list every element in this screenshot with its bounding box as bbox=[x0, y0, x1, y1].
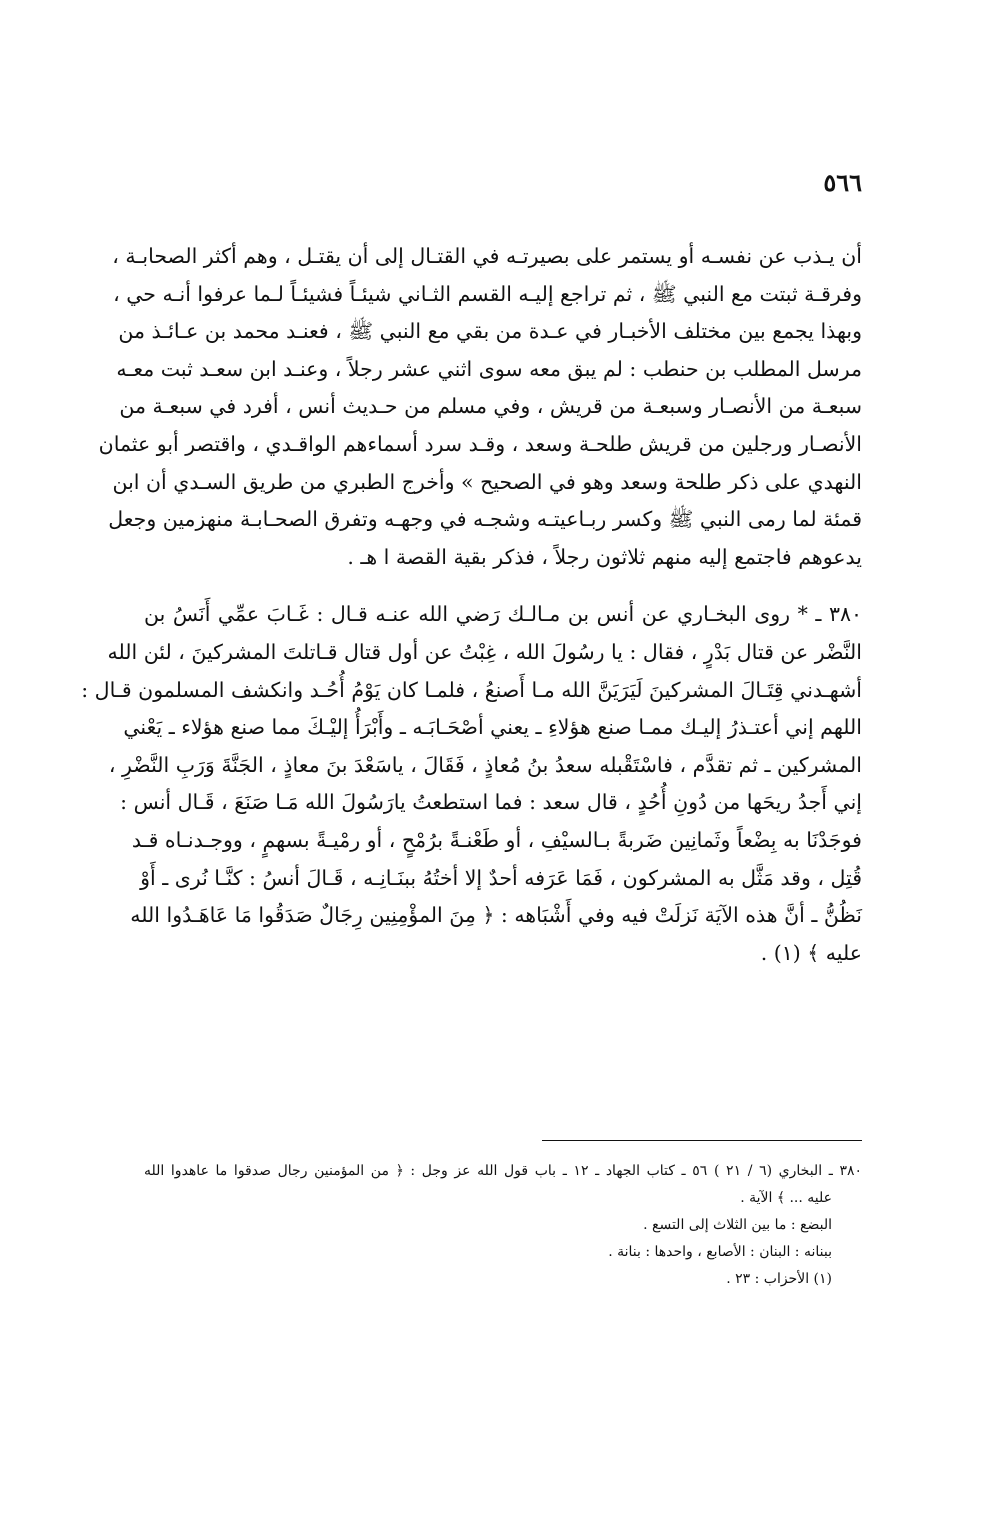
footnote-line: ببنانه : البنان : الأصابع ، واحدها : بنانة . bbox=[608, 1244, 832, 1260]
page-number: ٥٦٦ bbox=[823, 168, 862, 197]
footnote-line: البضع : ما بين الثلاث إلى التسع . bbox=[643, 1217, 832, 1233]
paragraph-commentary bbox=[98, 238, 862, 576]
footnote-line: ٣٨٠ ـ البخاري (٦ / ٢١ ) ٥٦ ـ كتاب الجهاد ـ ١٢ ـ باب قول الله عز وجل : ﴿ من المؤمنين رجال صدقوا ما عاهدوا الله bbox=[144, 1163, 862, 1179]
text-line: نَظُنُّ ـ أنَّ هذه الآيَة نَزلَتْ فيه وفي أَشْبَاهه : ﴿ مِنَ المؤْمِنِين رِجَالٌ صَدَقُوا مَا عَاهَـدُوا الله bbox=[130, 903, 862, 928]
text-line: الأنصـار ورجلين من قريش طلحـة وسعد ، وقـد سرد أسماءهم الواقـدي ، واقتصر أبو عثمان bbox=[98, 431, 862, 456]
footnote-separator bbox=[542, 1140, 862, 1141]
text-line: اللهم إني أعتـذرُ إليـك ممـا صنع هؤلاءِ ـ يعني أصْحَـابَـه ـ وأَبْرَأُ إليْـكَ مما صنع هؤلاء ـ يَعْني bbox=[123, 715, 862, 740]
text-line: يدعوهم فاجتمع إليه منهم ثلاثون رجلاً ، فذكر بقية القصة ا هـ . bbox=[347, 544, 862, 569]
text-line: مرسل المطلب بن حنطب : لم يبق معه سوى اثني عشر رجلاً ، وعنـد ابن سعـد ثبت معـه bbox=[116, 356, 862, 381]
text-line: النهدي على ذكر طلحة وسعد وهو في الصحيح » وأخرج الطبري من طريق السـدي أن ابن bbox=[112, 469, 862, 494]
footnotes bbox=[144, 1158, 862, 1293]
text-line: فوجَدْنَا به بِضْعاً وثَمانِين ضَربةً بـالسيْفِ ، أو طَعْنـةً برُمْحٍ ، أو رمْيـةً بسهمٍ ، ووجـدنـاه قـد bbox=[131, 827, 862, 852]
main-text bbox=[81, 238, 862, 972]
text-line: النَّضْر عن قتال بَدْرٍ ، فقال : يا رسُولَ الله ، غِبْتُ عن أول قتال قـاتلتَ المشركينَ ، لئن الله bbox=[107, 639, 862, 664]
text-line: قُتِل ، وقد مَثَّل به المشركون ، فَمَا عَرَفه أحدٌ إلا أختُهُ ببنَـانِـه ، قَـالَ أنسُ : كنَّـا نُرى ـ أَوْ bbox=[140, 865, 862, 890]
paragraph-spacer bbox=[144, 576, 862, 596]
text-line: أن يـذب عن نفسـه أو يستمر على بصيرتـه في القتـال إلى أن يقتـل ، وهم أكثر الصحابـة ، bbox=[112, 244, 862, 268]
text-line: أشهـدني قِتَـالَ المشركينَ لَيَرَيَنَّ الله مـا أَصنعُ ، فلمـا كان يَوْمُ أُحُـد وانكشف المسلمون قـال : bbox=[81, 677, 862, 702]
footnote-line: عليه ... ﴾ الآية . bbox=[740, 1190, 832, 1206]
text-line: وفرقـة ثبتت مع النبي ﷺ ، ثم تراجع إليـه القسم الثـاني شيئـاً فشيئـاً لـما عرفوا أنـه حي ، bbox=[113, 281, 862, 306]
text-line: ٣٨٠ ـ * روى البخـاري عن أنس بن مـالـك رَضي الله عنـه قـال : غَـابَ عمِّي أَنَسُ بن bbox=[144, 602, 862, 627]
footnote-line: (١) الأحزاب : ٢٣ . bbox=[726, 1271, 832, 1287]
text-line: إني أَجدُ ريحَها من دُونِ أُحُدٍ ، قال سعد : فما استطعتُ يارَسُولَ الله مَـا صَنَعَ ، قَـال أنس : bbox=[120, 790, 862, 815]
text-line: المشركين ـ ثم تقدَّم ، فاسْتَقْبله سعدُ بنُ مُعاذٍ ، فَقَالَ ، ياسَعْدَ بنَ معاذٍ ، الجَنَّةَ وَرَبِ النَّضْرِ ، bbox=[108, 752, 862, 777]
text-line: عليه ﴾ (١) . bbox=[760, 940, 862, 965]
text-line: وبهذا يجمع بين مختلف الأخبـار في عـدة من بقي مع النبي ﷺ ، فعنـد محمد بن عـائـذ من bbox=[118, 319, 862, 344]
paragraph-hadith-380 bbox=[81, 596, 862, 972]
text-line: قمئة لما رمى النبي ﷺ وكسر ربـاعيتـه وشجـه في وجهـه وتفرق الصحـابـة منهزمين وجعل bbox=[108, 507, 862, 532]
text-line: سبعـة من الأنصـار وسبعـة من قريش ، وفي مسلم من حـديث أنس ، أفرد في سبعـة من bbox=[119, 394, 862, 419]
